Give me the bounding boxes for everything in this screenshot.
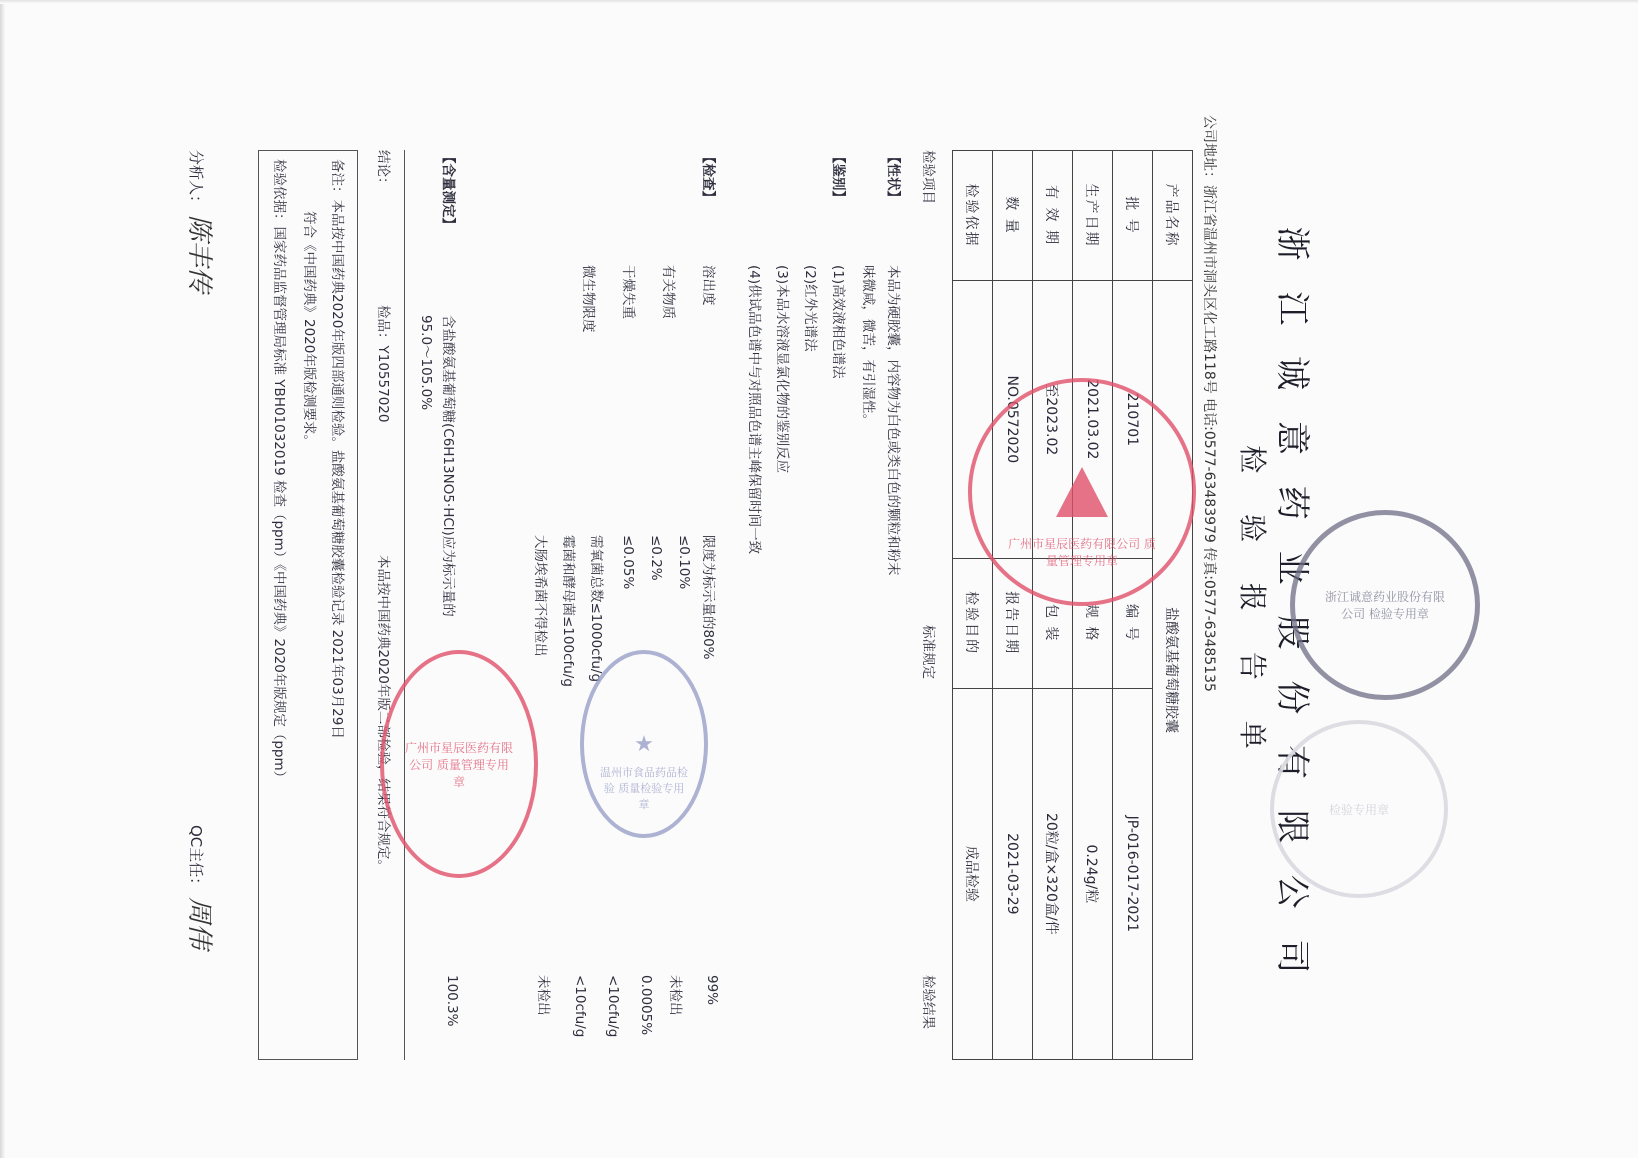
identify-item: (4)供试品色谱中与对照品色谱主峰保留时间一致: [746, 265, 762, 555]
check-standard: ≤0.2%: [648, 535, 664, 581]
distributor-stamp-mid: 广州市星辰医药有限公司 质量管理专用章: [968, 378, 1196, 606]
info-label: 批 号: [1113, 151, 1153, 281]
report-title: 检 验 报 告 单: [1236, 445, 1269, 765]
remark-line-3: 检验依据：国家药品监督管理局标准 YBH01032019 检查（ppm）《中国药典》2020年版规定（ppm）: [271, 159, 287, 785]
check-label: 【检查】: [700, 150, 716, 204]
check-result: <10cfu/g: [572, 975, 588, 1038]
info-value: 2021-03-29: [993, 688, 1033, 1059]
info-value: 2021.03.02: [1073, 281, 1113, 559]
company-contact: 公司地址：浙江省温州市洞头区化工路118号 电话:0577-63483979 传真:0577-63485135: [1201, 115, 1217, 692]
info-value: 成品检验: [953, 688, 993, 1059]
identify-label: 【鉴别】: [830, 150, 846, 204]
remark-line-2: 符合《中国药典》2020年版检测要求。: [301, 211, 317, 448]
check-result: <10cfu/g: [605, 975, 621, 1038]
info-value: 0.24g/粒: [1073, 688, 1113, 1059]
conclusion-text: 本品按中国药典2020年版二部检验，结果符合规定。: [375, 555, 391, 873]
check-standard: 霉菌和酵母菌≤100cfu/g: [560, 535, 576, 687]
analyst-signature: [183, 150, 220, 293]
qc-signature: [183, 825, 220, 949]
check-standard: 大肠埃希菌不得检出: [532, 535, 548, 657]
oval-star-icon: ★: [634, 731, 654, 757]
standard-header: 标准规定: [920, 625, 936, 679]
info-label: 包 装: [1033, 558, 1073, 688]
rotated-report-sheet: [30, 105, 1320, 1105]
info-label: 数 量: [993, 151, 1033, 281]
assay-range: 95.0～105.0%: [418, 315, 434, 411]
info-value: 210701: [1113, 281, 1153, 559]
conclusion-label: 结论：: [375, 150, 391, 191]
identify-item: (2)红外光谱法: [802, 265, 818, 352]
scan-left-shadow: [0, 0, 6, 1158]
info-row: [1113, 151, 1153, 1060]
item-header: 检验项目: [920, 150, 936, 204]
check-standard: ≤0.05%: [620, 535, 636, 590]
divider-1: [404, 150, 405, 1060]
character-label: 【性状】: [885, 150, 901, 204]
info-label: 编 号: [1113, 558, 1153, 688]
analyst-label: 分析人：: [187, 150, 205, 211]
info-label: 检验依据: [953, 151, 993, 281]
remark-line-1: 备注：本品按中国药典2020年版四部通则检验。盐酸氨基葡萄糖胶囊检验记录 2021年03月29日: [329, 159, 345, 739]
info-value: 盐酸氨基葡萄糖胶囊: [1153, 281, 1193, 1060]
character-text-2: 味微咸，微苦，有引湿性。: [860, 265, 876, 427]
check-standard: ≤0.10%: [676, 535, 692, 590]
info-row: [993, 151, 1033, 1060]
star-icon: [1056, 467, 1108, 517]
info-label: 有 效 期: [1033, 151, 1073, 281]
info-label: 报告日期: [993, 558, 1033, 688]
identify-item: (1)高效液相色谱法: [830, 265, 846, 379]
scan-top-shadow: [0, 0, 1638, 4]
assay-standard: 含盐酸氨基葡萄糖(C6H13NO5·HCl)应为标示量的: [440, 315, 456, 617]
identify-item: (3)本品水溶液显氯化物的鉴别反应: [774, 265, 790, 474]
check-standard: 限度为标示量的80%: [700, 535, 716, 660]
analyst-handwriting: 陈丰传: [184, 214, 214, 293]
info-value: JP-016-017-2021: [1113, 688, 1153, 1059]
check-result: 未检出: [535, 975, 551, 1016]
qc-handwriting: 周伟: [184, 897, 214, 950]
info-value: 至2023.02: [1033, 281, 1073, 559]
company-stamp-top: 浙江诚意药业股份有限公司 检验专用章: [1290, 510, 1480, 700]
info-label: 检验目的: [953, 558, 993, 688]
check-item: 干燥失重: [620, 265, 636, 319]
info-row: [1153, 151, 1193, 1060]
original-text: 检品：Y10557020: [375, 305, 391, 423]
company-name: 浙 江 诚 意 药 业 股 份 有 限 公 司: [1272, 226, 1312, 984]
assay-result: 100.3%: [444, 975, 460, 1027]
check-item: 微生物限度: [580, 265, 596, 333]
check-item: 溶出度: [700, 265, 716, 306]
remark-box: [258, 150, 358, 1060]
info-label: 生产日期: [1073, 151, 1113, 281]
check-standard: 需氧菌总数≤1000cfu/g: [588, 535, 604, 683]
character-text: 本品为硬胶囊，内容物为白色或类白色的颗粒和粉末: [885, 265, 901, 576]
info-value: NO.0572020: [993, 281, 1033, 559]
check-result: 未检出: [667, 975, 683, 1016]
check-item: 有关物质: [660, 265, 676, 319]
info-row: [953, 151, 993, 1060]
info-label: 规 格: [1073, 558, 1113, 688]
distributor-stamp-bottom: 广州市星辰医药有限公司 质量管理专用章: [380, 650, 538, 878]
oval-stamp: ★ 温州市食品药品检验 质量检验专用章: [580, 650, 708, 838]
faint-stamp: 检验专用章: [1270, 720, 1448, 898]
info-value: 20粒/盒×320盒/件: [1033, 688, 1073, 1059]
result-header: 检验结果: [920, 975, 936, 1029]
check-result: 99%: [704, 975, 720, 1006]
check-result: 0.0005%: [638, 975, 654, 1036]
info-label: 产品名称: [1153, 151, 1193, 281]
qc-label: QC主任：: [187, 825, 205, 893]
assay-label: 【含量测定】: [440, 150, 456, 231]
